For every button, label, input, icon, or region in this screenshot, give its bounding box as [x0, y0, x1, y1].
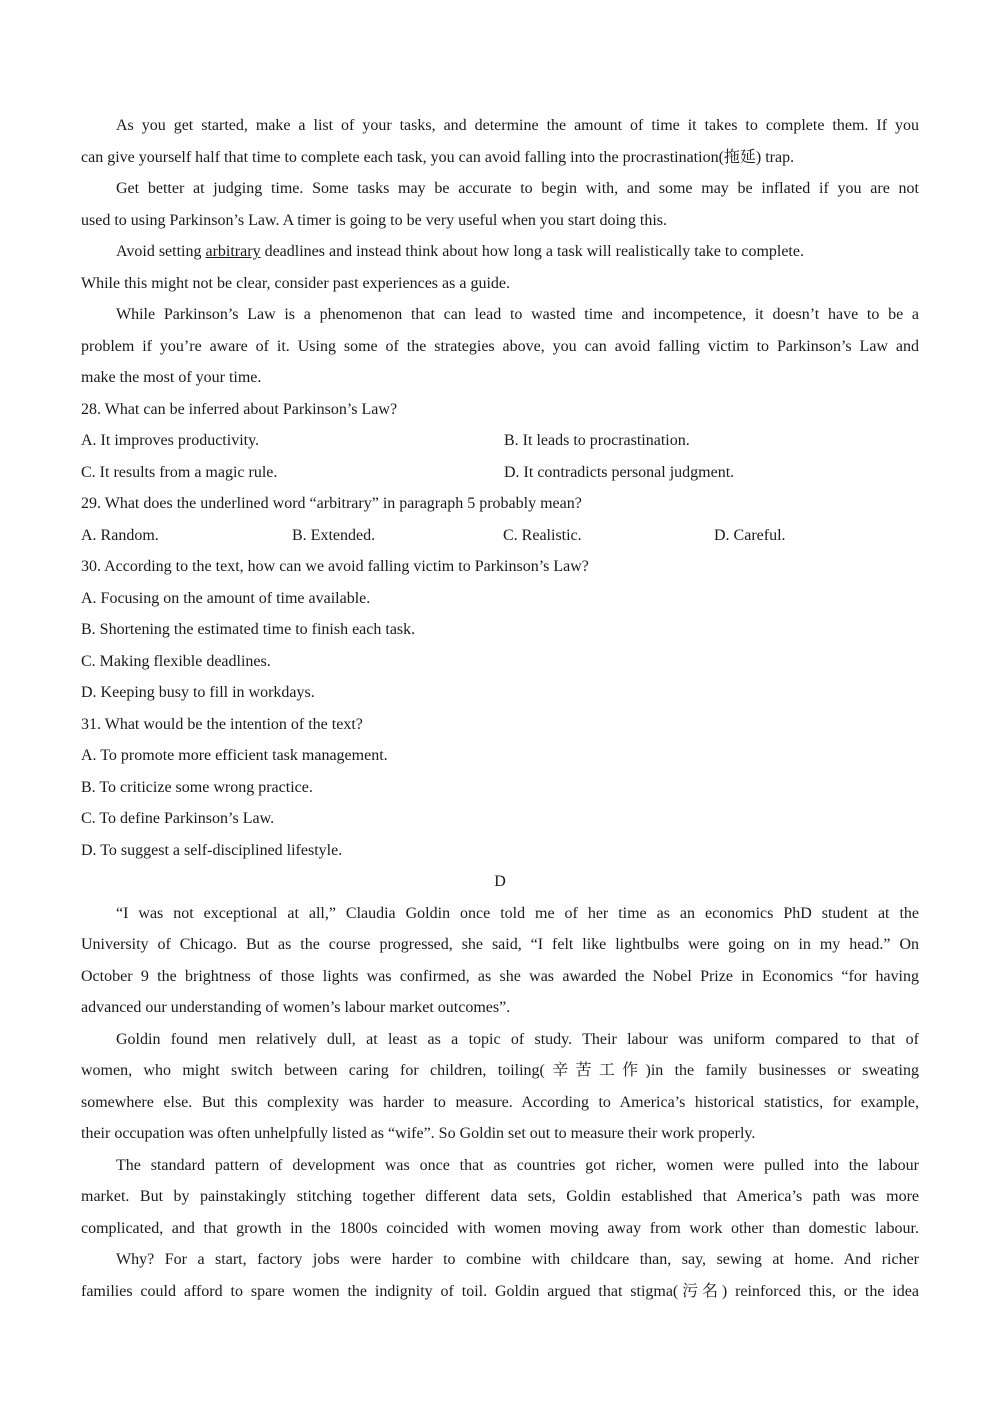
option: A. Focusing on the amount of time available. [81, 589, 371, 607]
question-stem: 28. What can be inferred about Parkinson’s Law? [81, 400, 398, 418]
option-row [81, 425, 919, 457]
option: D. Keeping busy to fill in workdays. [81, 684, 315, 701]
paragraph-line: October 9 the brightness of those lights was confirmed, as she was awarded the Nobel Prize in Economics “for having [81, 967, 919, 985]
option: D. To suggest a self-disciplined lifestyle. [81, 841, 343, 859]
paragraph-line: Goldin found men relatively dull, at least as a topic of study. Their labour was uniform compared to that of [116, 1030, 919, 1048]
paragraph-line: Get better at judging time. Some tasks may be accurate to begin with, and some may be inflated if you are not [116, 180, 919, 197]
question-stem: 31. What would be the intention of the text? [81, 715, 363, 733]
question-stem: 30. According to the text, how can we avoid falling victim to Parkinson’s Law? [81, 558, 589, 575]
option: D. Careful. [714, 526, 786, 544]
paragraph-line: “I was not exceptional at all,” Claudia Goldin once told me of her time as an economics PhD student at the [116, 904, 919, 922]
option: D. It contradicts personal judgment. [504, 463, 735, 481]
paragraph-line: used to using Parkinson’s Law. A timer is going to be very useful when you start doing this. [81, 211, 668, 229]
paragraph-line: complicated, and that growth in the 1800s coincided with women moving away from work other than domestic labour. [81, 1219, 919, 1237]
option: B. It leads to procrastination. [504, 432, 690, 449]
text-run: deadlines and instead think about how long a task will realistically take to complete. [260, 243, 804, 260]
section-heading: D [494, 873, 506, 890]
paragraph-line: can give yourself half that time to complete each task, you can avoid falling into the procrastination(拖延) trap. [81, 148, 795, 166]
paragraph-line [81, 236, 919, 268]
option: A. It improves productivity. [81, 432, 260, 449]
paragraph-line: As you get started, make a list of your tasks, and determine the amount of time it takes to complete them. If you [116, 117, 919, 134]
paragraph-line: somewhere else. But this complexity was harder to measure. According to America’s historical statistics, for example, [81, 1093, 919, 1111]
paragraph-line: women, who might switch between caring for children, toiling(辛苦工作)in the family businesses or sweating [81, 1062, 919, 1079]
paragraph-line: While Parkinson’s Law is a phenomenon that can lead to wasted time and incompetence, it doesn’t have to be a [116, 306, 919, 323]
document-page [81, 110, 919, 1307]
paragraph-line: Why? For a start, factory jobs were harder to combine with childcare than, say, sewing at home. And richer [116, 1251, 919, 1268]
paragraph-line: families could afford to spare women the indignity of toil. Goldin argued that stigma(污名) reinforced this, or the idea [81, 1282, 919, 1300]
option: B. To criticize some wrong practice. [81, 778, 313, 796]
option: A. Random. [81, 526, 159, 544]
option-row [81, 457, 919, 489]
text-run: Avoid setting [116, 243, 206, 260]
paragraph-line: problem if you’re aware of it. Using some of the strategies above, you can avoid falling victim to Parkinson’s Law and [81, 337, 919, 355]
paragraph-line: advanced our understanding of women’s labour market outcomes”. [81, 999, 511, 1016]
paragraph-line: The standard pattern of development was once that as countries got richer, women were pulled into the labour [116, 1156, 919, 1174]
option: C. It results from a magic rule. [81, 463, 278, 481]
paragraph-line: University of Chicago. But as the course progressed, she said, “I felt like lightbulbs were going on in my head.” On [81, 936, 919, 953]
option: B. Shortening the estimated time to finish each task. [81, 621, 416, 638]
question-stem: 29. What does the underlined word “arbitrary” in paragraph 5 probably mean? [81, 495, 582, 512]
option: C. To define Parkinson’s Law. [81, 810, 275, 827]
option: A. To promote more efficient task management. [81, 747, 388, 764]
option-row [81, 520, 919, 552]
option: C. Realistic. [503, 526, 582, 544]
paragraph-line: market. But by painstakingly stitching together different data sets, Goldin established that America’s path was more [81, 1188, 919, 1205]
paragraph-line: their occupation was often unhelpfully listed as “wife”. So Goldin set out to measure their work properly. [81, 1125, 756, 1142]
paragraph-line: While this might not be clear, consider past experiences as a guide. [81, 274, 510, 292]
underlined-word-arbitrary: arbitrary [205, 243, 261, 260]
option: C. Making flexible deadlines. [81, 652, 271, 670]
paragraph-line: make the most of your time. [81, 369, 262, 386]
option: B. Extended. [292, 526, 376, 544]
